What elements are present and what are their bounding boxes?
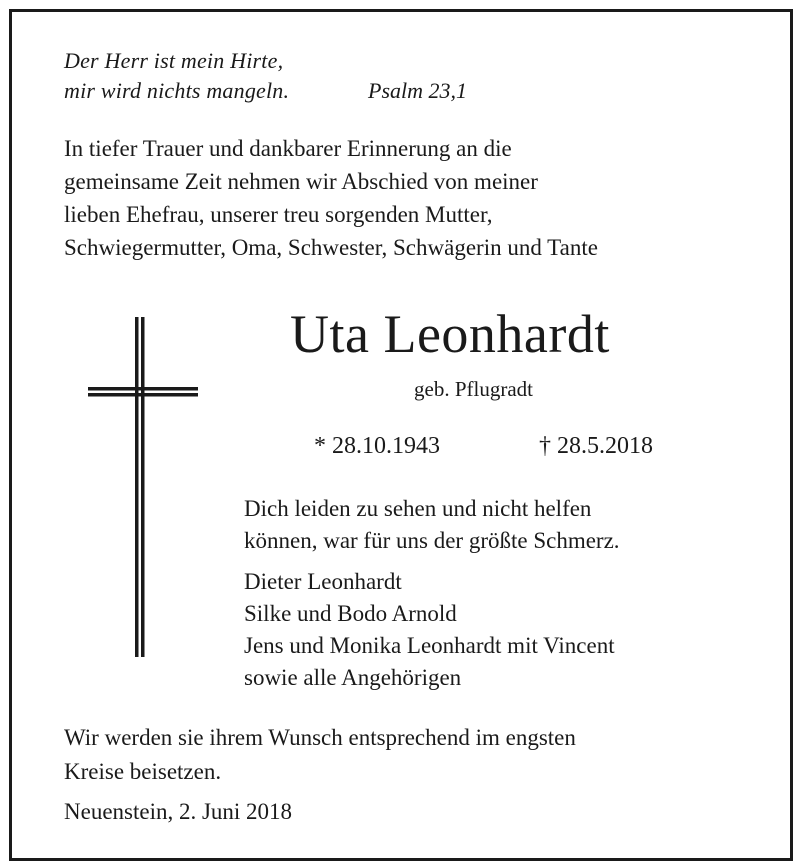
mourner-name: sowie alle Angehörigen (244, 665, 462, 690)
burial-line-1: Wir werden sie ihrem Wunsch entsprechend im engsten (64, 725, 576, 750)
quote-line-2: können, war für uns der größte Schmerz. (244, 528, 620, 553)
obituary-frame (9, 9, 793, 861)
intro-line-1: In tiefer Trauer und dankbarer Erinnerung an die (64, 136, 512, 161)
death-date: † 28.5.2018 (539, 433, 653, 459)
mourner-name: Dieter Leonhardt (244, 569, 402, 594)
intro-text (64, 132, 784, 264)
deceased-name: Uta Leonhardt (290, 304, 610, 364)
cross-icon (78, 317, 198, 657)
grief-quote (244, 493, 620, 557)
birth-date: * 28.10.1943 (314, 433, 440, 459)
mourner-name: Silke und Bodo Arnold (244, 601, 457, 626)
maiden-name: geb. Pflugradt (414, 377, 533, 401)
mourners-list (244, 566, 615, 694)
intro-line-2: gemeinsame Zeit nehmen wir Abschied von meiner (64, 169, 538, 194)
burial-line-2: Kreise beisetzen. (64, 759, 222, 784)
psalm-line-2: mir wird nichts mangeln. (64, 78, 290, 103)
psalm-reference: Psalm 23,1 (368, 78, 467, 103)
burial-note (64, 721, 576, 789)
psalm-quote (64, 46, 289, 106)
intro-line-4: Schwiegermutter, Oma, Schwester, Schwägerin und Tante (64, 235, 598, 260)
quote-line-1: Dich leiden zu sehen und nicht helfen (244, 496, 592, 521)
mourner-name: Jens und Monika Leonhardt mit Vincent (244, 633, 615, 658)
place-and-date: Neuenstein, 2. Juni 2018 (64, 799, 293, 824)
intro-line-3: lieben Ehefrau, unserer treu sorgenden Mutter, (64, 202, 493, 227)
psalm-line-1: Der Herr ist mein Hirte, (64, 48, 284, 73)
